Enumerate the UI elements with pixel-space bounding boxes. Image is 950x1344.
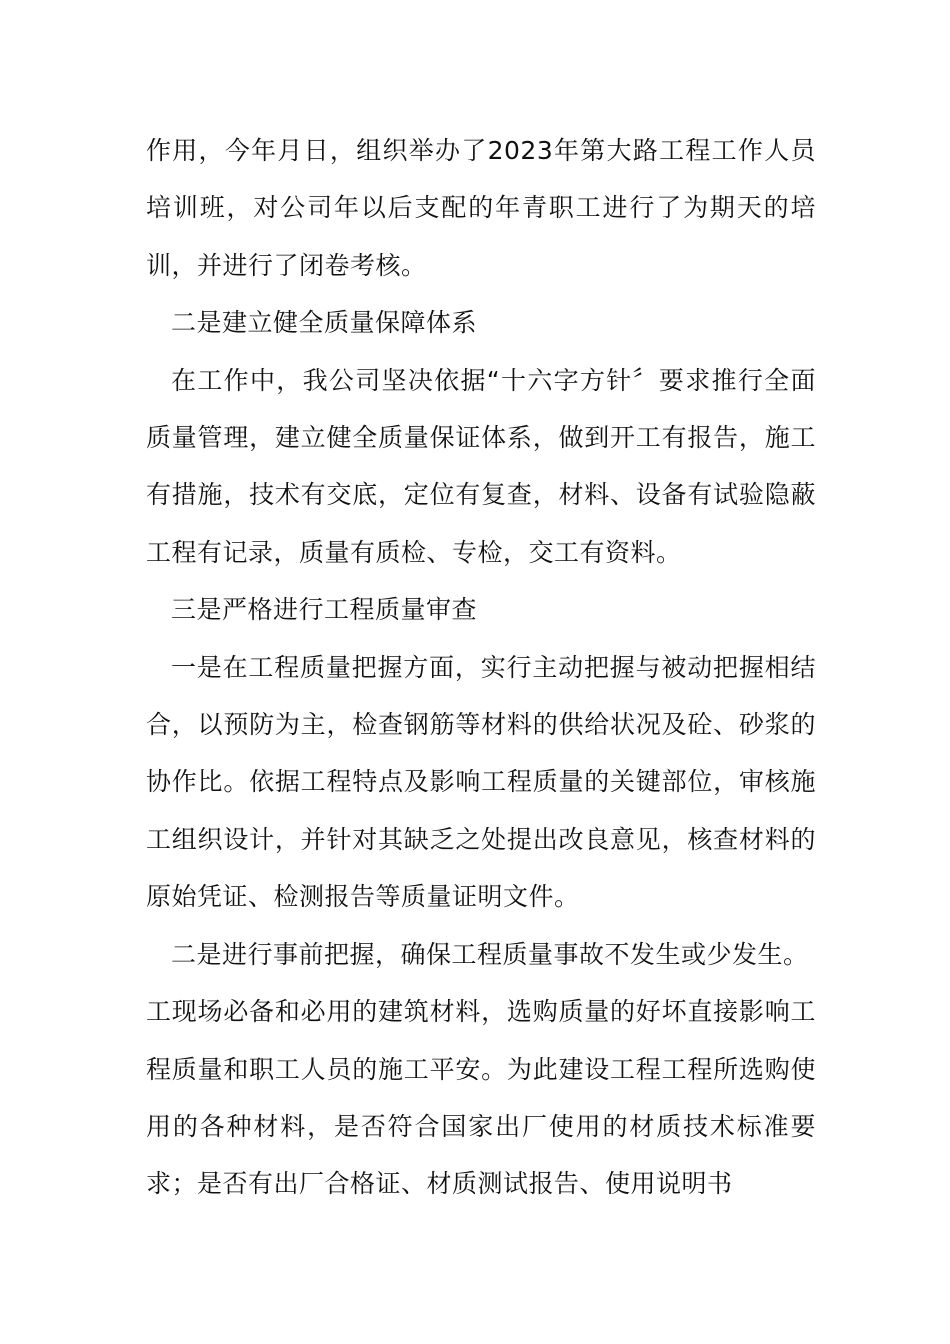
paragraph-training: 作用，今年月日，组织举办了2023年第大路工程工作人员培训班，对公司年以后支配的年青职工进行了为期天的培训，并进行了闭卷考核。 [146,136,816,280]
heading-quality-system: 二是建立健全质量保障体系 [171,308,478,338]
paragraph-preventive-control: 二是进行事前把握，确保工程质量事故不发生或少发生。 [171,939,809,969]
paragraph-quality-management: 在工作中，我公司坚决依据“十六字方针〞要求推行全面质量管理，建立健全质量保证体系，做到开工有报告，施工有措施，技术有交底，定位有复查，材料、设备有试验隐蔽工程有记录，质量有质检、专检，交工有资料。 [146,365,816,567]
heading-quality-review: 三是严格进行工程质量审查 [171,595,478,625]
paragraph-materials: 工现场必备和必用的建筑材料，选购质量的好坏直接影响工程质量和职工人员的施工平安。为此建设工程工程所选购使用的各种材料，是否符合国家出厂使用的材质技术标准要求；是否有出厂合格证、材质测试报告、使用说明书 [146,997,816,1199]
document-body [146,122,816,1213]
paragraph-quality-control: 一是在工程质量把握方面，实行主动把握与被动把握相结合，以预防为主，检查钢筋等材料的供给状况及砼、砂浆的协作比。依据工程特点及影响工程质量的关键部位，审核施工组织设计，并针对其缺乏之处提出改良意见，核查材料的原始凭证、检测报告等质量证明文件。 [146,652,816,912]
